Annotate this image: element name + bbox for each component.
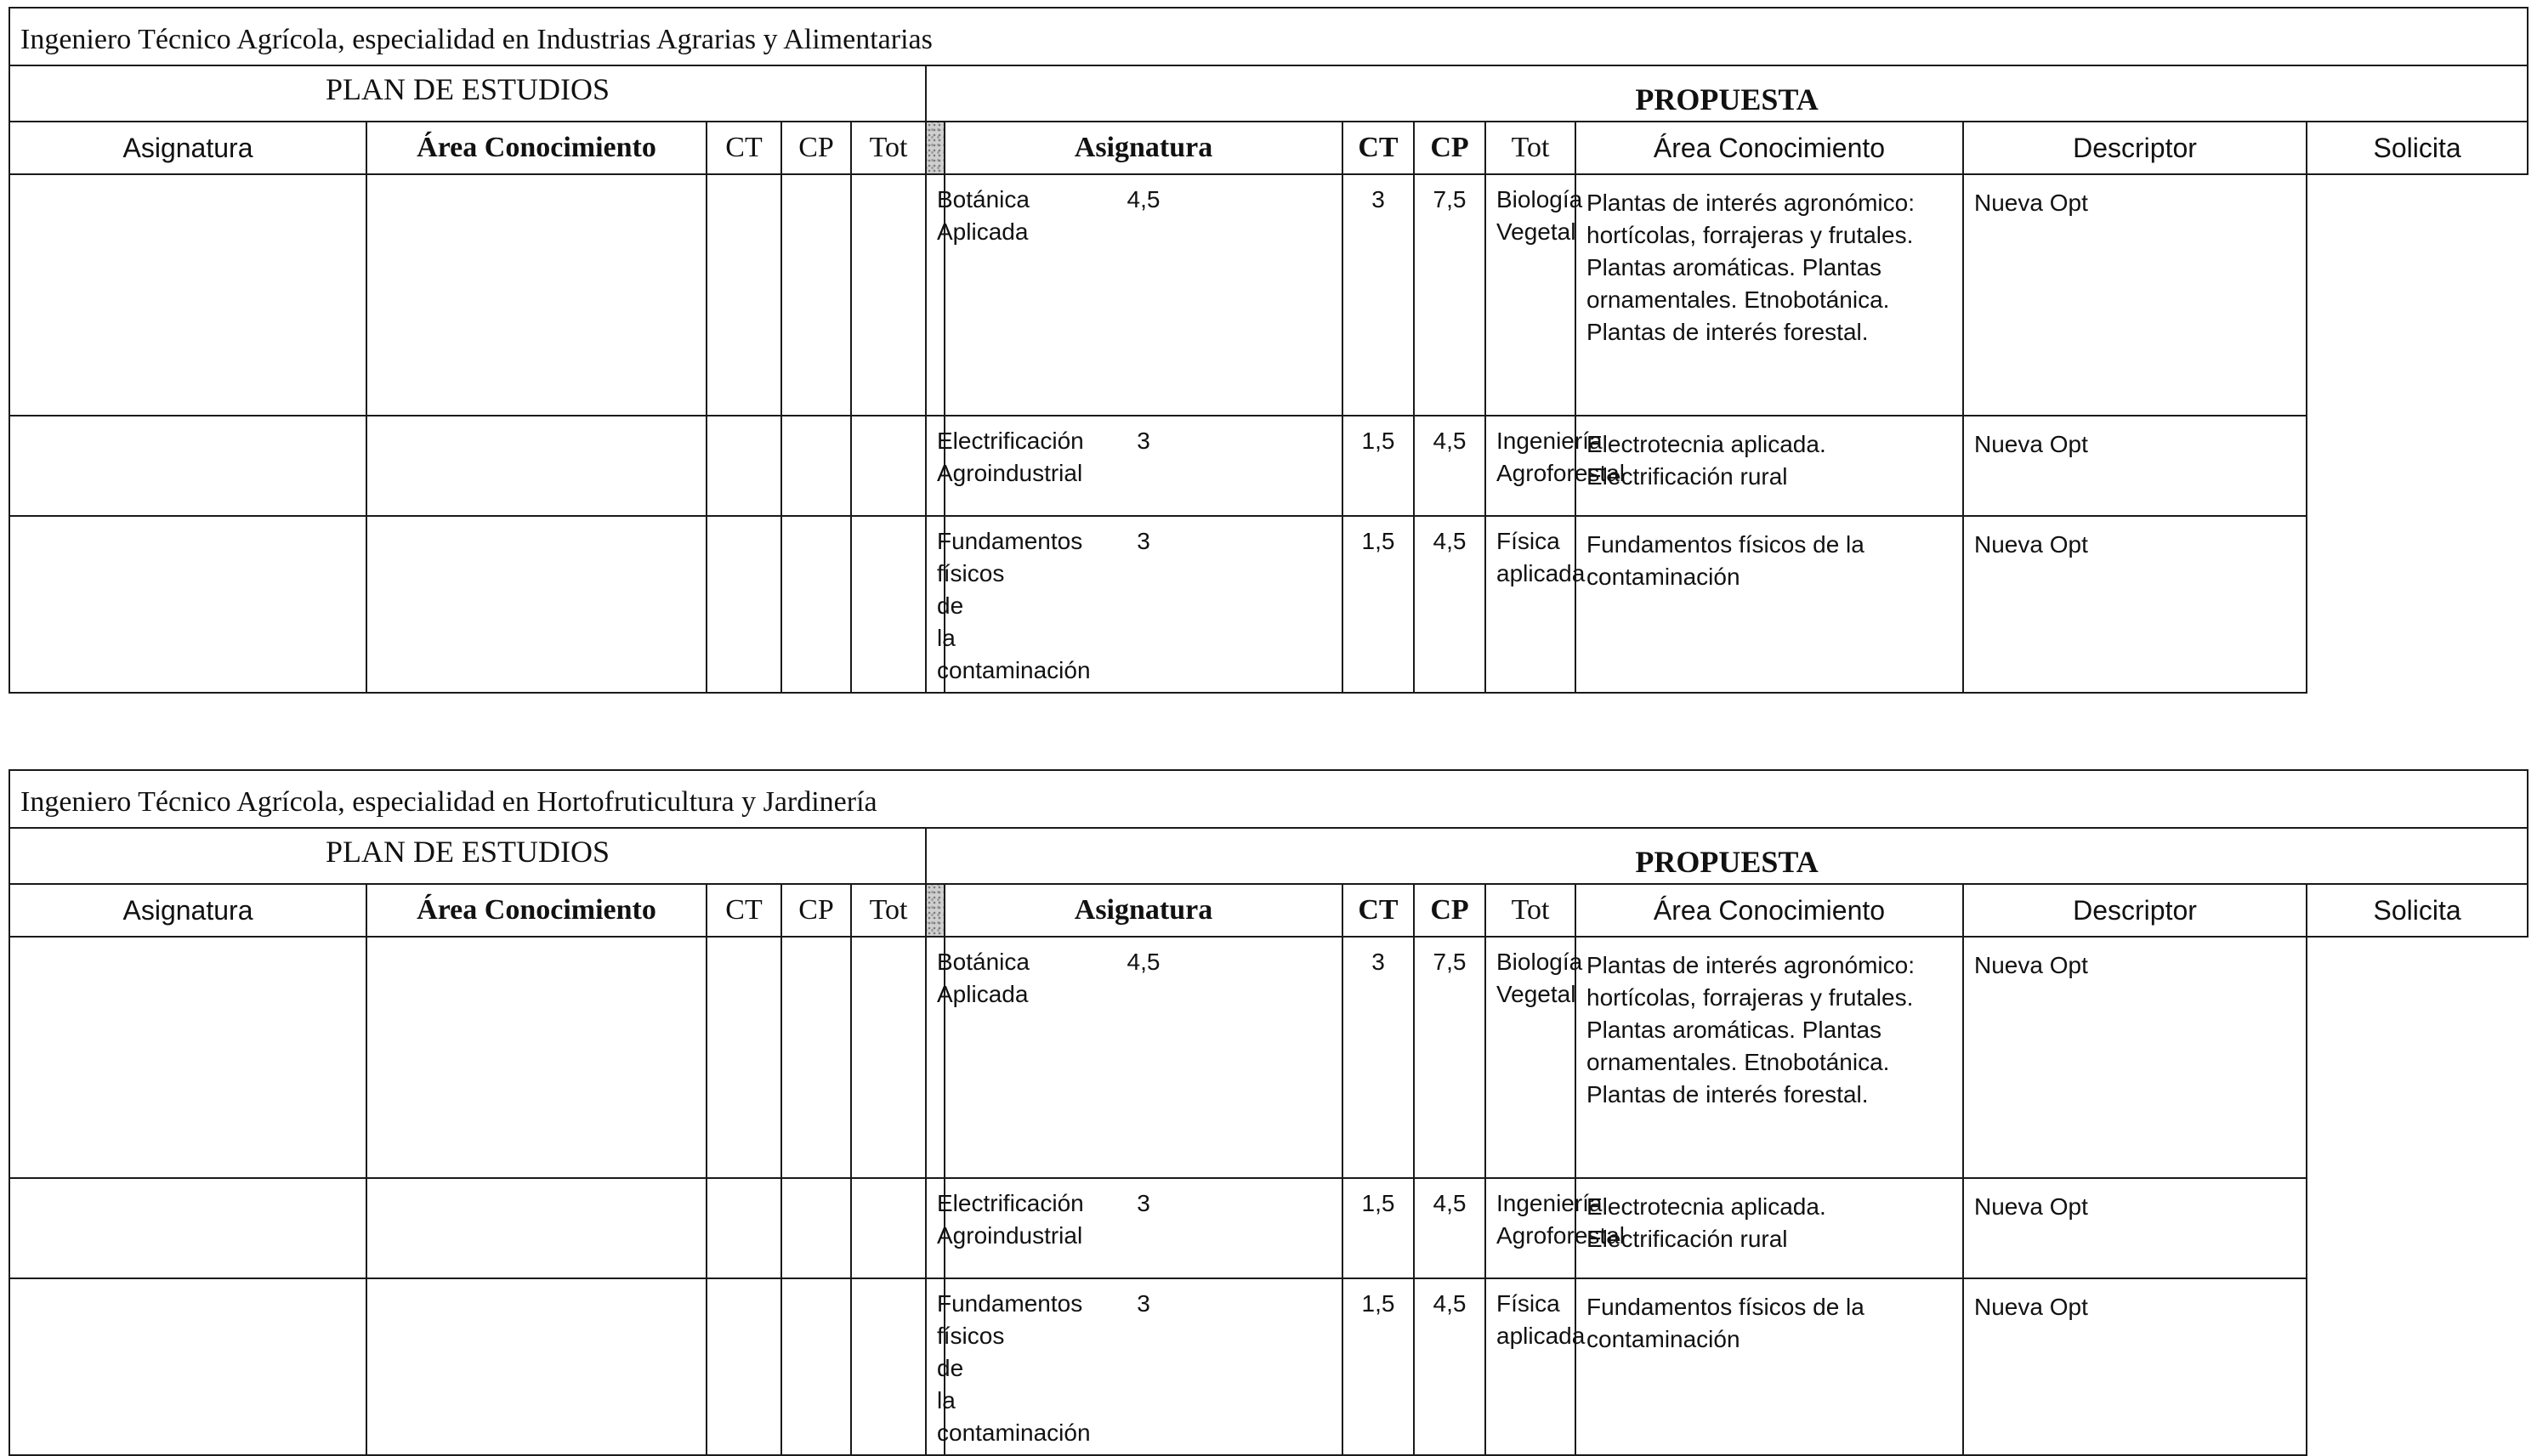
plan-ct-cell — [707, 1178, 781, 1278]
prop-col-asignatura: Asignatura — [945, 884, 1342, 937]
prop-area-cell: Física aplicada — [1485, 516, 1575, 693]
plan-area-cell — [366, 174, 707, 416]
table-row — [9, 416, 2528, 516]
table-row — [9, 174, 2528, 416]
prop-descriptor-cell: Electrotecnia aplicada. Electrificación rural — [1575, 1178, 1963, 1278]
prop-col-ct: CT — [1342, 122, 1414, 174]
plan-asignatura-cell — [9, 1178, 366, 1278]
plan-asignatura-cell — [9, 416, 366, 516]
propuesta-header: PROPUESTA — [926, 828, 2528, 884]
plan-col-cp: CP — [781, 122, 851, 174]
prop-descriptor-cell: Fundamentos físicos de la contaminación — [1575, 516, 1963, 693]
curriculum-table-block — [9, 769, 2527, 1456]
prop-asignatura-cell: Botánica Aplicada — [926, 937, 945, 1178]
plan-col-tot: Tot — [851, 122, 926, 174]
prop-col-ct: CT — [1342, 884, 1414, 937]
prop-cp-cell: 1,5 — [1342, 1178, 1414, 1278]
plan-area-cell — [366, 1278, 707, 1455]
plan-ct-cell — [707, 937, 781, 1178]
prop-ct-cell: 3 — [945, 1178, 1342, 1278]
prop-area-cell: Biología Vegetal — [1485, 937, 1575, 1178]
prop-asignatura-cell: Electrificación Agroindustrial — [926, 416, 945, 516]
plan-col-area: Área Conocimiento — [366, 122, 707, 174]
prop-descriptor-cell: Plantas de interés agronómico: hortícolas, forrajeras y frutales. Plantas aromáticas. Plantas ornamentales. Etnobotánica. Plantas de interés forestal. — [1575, 937, 1963, 1178]
prop-asignatura-cell: Fundamentos físicos de la contaminación — [926, 516, 945, 693]
plan-area-cell — [366, 937, 707, 1178]
prop-descriptor-cell: Electrotecnia aplicada. Electrificación rural — [1575, 416, 1963, 516]
prop-col-asignatura: Asignatura — [945, 122, 1342, 174]
plan-col-area: Área Conocimiento — [366, 884, 707, 937]
prop-area-cell: Biología Vegetal — [1485, 174, 1575, 416]
plan-cp-cell — [781, 416, 851, 516]
propuesta-header: PROPUESTA — [926, 65, 2528, 122]
table-row — [9, 516, 2528, 693]
table-row — [9, 1178, 2528, 1278]
prop-ct-cell: 4,5 — [945, 174, 1342, 416]
prop-ct-cell: 4,5 — [945, 937, 1342, 1178]
prop-cp-cell: 1,5 — [1342, 416, 1414, 516]
plan-cp-cell — [781, 1278, 851, 1455]
plan-ct-cell — [707, 1278, 781, 1455]
prop-asignatura-cell: Fundamentos físicos de la contaminación — [926, 1278, 945, 1455]
prop-tot-cell: 7,5 — [1414, 174, 1485, 416]
plan-cp-cell — [781, 1178, 851, 1278]
separator-shading — [926, 122, 945, 174]
prop-area-cell: Ingeniería Agroforestal — [1485, 416, 1575, 516]
prop-asignatura-cell: Botánica Aplicada — [926, 174, 945, 416]
table-row — [9, 937, 2528, 1178]
degree-title: Ingeniero Técnico Agrícola, especialidad en Industrias Agrarias y Alimentarias — [9, 8, 2528, 65]
plan-tot-cell — [851, 516, 926, 693]
plan-col-cp: CP — [781, 884, 851, 937]
table-row — [9, 1278, 2528, 1455]
plan-asignatura-cell — [9, 516, 366, 693]
prop-ct-cell: 3 — [945, 416, 1342, 516]
prop-tot-cell: 4,5 — [1414, 1278, 1485, 1455]
prop-ct-cell: 3 — [945, 1278, 1342, 1455]
prop-tot-cell: 4,5 — [1414, 516, 1485, 693]
plan-tot-cell — [851, 174, 926, 416]
prop-col-solicita: Solicita — [2307, 884, 2528, 937]
prop-tot-cell: 4,5 — [1414, 416, 1485, 516]
prop-cp-cell: 3 — [1342, 937, 1414, 1178]
prop-cp-cell: 3 — [1342, 174, 1414, 416]
plan-de-estudios-header: PLAN DE ESTUDIOS — [9, 828, 926, 884]
prop-col-tot: Tot — [1485, 884, 1575, 937]
separator-shading — [926, 884, 945, 937]
curriculum-table-block — [9, 7, 2527, 694]
plan-de-estudios-header: PLAN DE ESTUDIOS — [9, 65, 926, 122]
plan-asignatura-cell — [9, 1278, 366, 1455]
plan-asignatura-cell — [9, 174, 366, 416]
plan-area-cell — [366, 1178, 707, 1278]
plan-ct-cell — [707, 416, 781, 516]
prop-tot-cell: 4,5 — [1414, 1178, 1485, 1278]
plan-col-tot: Tot — [851, 884, 926, 937]
prop-solicita-cell: Nueva Opt — [1963, 937, 2307, 1178]
plan-ct-cell — [707, 174, 781, 416]
prop-descriptor-cell: Plantas de interés agronómico: hortícolas, forrajeras y frutales. Plantas aromáticas. Plantas ornamentales. Etnobotánica. Plantas de interés forestal. — [1575, 174, 1963, 416]
prop-col-area: Área Conocimiento — [1575, 884, 1963, 937]
prop-area-cell: Ingeniería Agroforestal — [1485, 1178, 1575, 1278]
plan-col-ct: CT — [707, 884, 781, 937]
prop-solicita-cell: Nueva Opt — [1963, 416, 2307, 516]
plan-cp-cell — [781, 937, 851, 1178]
prop-cp-cell: 1,5 — [1342, 1278, 1414, 1455]
prop-solicita-cell: Nueva Opt — [1963, 1178, 2307, 1278]
plan-col-asignatura: Asignatura — [9, 884, 366, 937]
prop-col-area: Área Conocimiento — [1575, 122, 1963, 174]
prop-col-descriptor: Descriptor — [1963, 884, 2307, 937]
prop-solicita-cell: Nueva Opt — [1963, 516, 2307, 693]
prop-asignatura-cell: Electrificación Agroindustrial — [926, 1178, 945, 1278]
prop-col-tot: Tot — [1485, 122, 1575, 174]
plan-asignatura-cell — [9, 937, 366, 1178]
prop-col-cp: CP — [1414, 122, 1485, 174]
prop-area-cell: Física aplicada — [1485, 1278, 1575, 1455]
prop-col-descriptor: Descriptor — [1963, 122, 2307, 174]
prop-ct-cell: 3 — [945, 516, 1342, 693]
prop-descriptor-cell: Fundamentos físicos de la contaminación — [1575, 1278, 1963, 1455]
plan-tot-cell — [851, 1278, 926, 1455]
prop-cp-cell: 1,5 — [1342, 516, 1414, 693]
plan-tot-cell — [851, 416, 926, 516]
curriculum-table — [9, 769, 2528, 1456]
plan-tot-cell — [851, 937, 926, 1178]
plan-area-cell — [366, 516, 707, 693]
degree-title: Ingeniero Técnico Agrícola, especialidad en Hortofruticultura y Jardinería — [9, 770, 2528, 828]
plan-col-asignatura: Asignatura — [9, 122, 366, 174]
plan-cp-cell — [781, 174, 851, 416]
plan-tot-cell — [851, 1178, 926, 1278]
curriculum-table — [9, 7, 2528, 694]
plan-area-cell — [366, 416, 707, 516]
prop-solicita-cell: Nueva Opt — [1963, 174, 2307, 416]
prop-col-solicita: Solicita — [2307, 122, 2528, 174]
prop-col-cp: CP — [1414, 884, 1485, 937]
plan-col-ct: CT — [707, 122, 781, 174]
prop-tot-cell: 7,5 — [1414, 937, 1485, 1178]
plan-cp-cell — [781, 516, 851, 693]
plan-ct-cell — [707, 516, 781, 693]
prop-solicita-cell: Nueva Opt — [1963, 1278, 2307, 1455]
